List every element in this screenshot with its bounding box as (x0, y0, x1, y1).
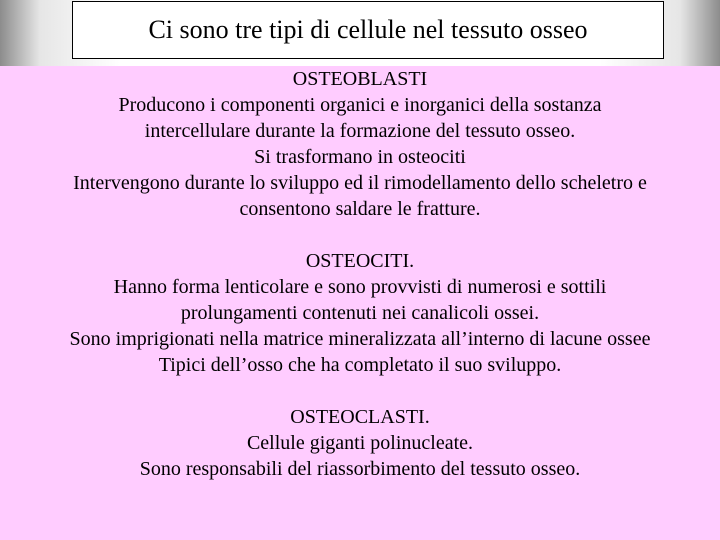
slide-title: Ci sono tre tipi di cellule nel tessuto osseo (148, 15, 588, 44)
body-line: Sono responsabili del riassorbimento del tessuto osseo. (139, 458, 581, 480)
section-osteoblasti (0, 66, 720, 222)
body-line: Intervengono durante lo sviluppo ed il rimodellamento dello scheletro e (73, 172, 647, 194)
body-line: intercellulare durante la formazione del tessuto osseo. (144, 120, 576, 142)
section-osteoclasti (0, 404, 720, 482)
section-heading: OSTEOCLASTI. (290, 406, 430, 428)
body-line: Sono imprigionati nella matrice mineralizzata all’interno di lacune ossee (69, 328, 651, 350)
slide-body (0, 66, 720, 540)
body-line: Si trasformano in osteociti (254, 146, 466, 168)
body-line: prolungamenti contenuti nei canalicoli ossei. (180, 302, 540, 324)
section-heading: OSTEOCITI. (305, 250, 415, 272)
body-line: consentono saldare le fratture. (239, 198, 481, 220)
title-box (72, 1, 664, 59)
body-line: Tipici dell’osso che ha completato il suo sviluppo. (158, 354, 562, 376)
section-heading: OSTEOBLASTI (292, 68, 428, 90)
body-line: Cellule giganti polinucleate. (246, 432, 474, 454)
body-line: Hanno forma lenticolare e sono provvisti di numerosi e sottili (113, 276, 607, 298)
section-osteociti (0, 248, 720, 378)
body-line: Producono i componenti organici e inorganici della sostanza (118, 94, 602, 116)
